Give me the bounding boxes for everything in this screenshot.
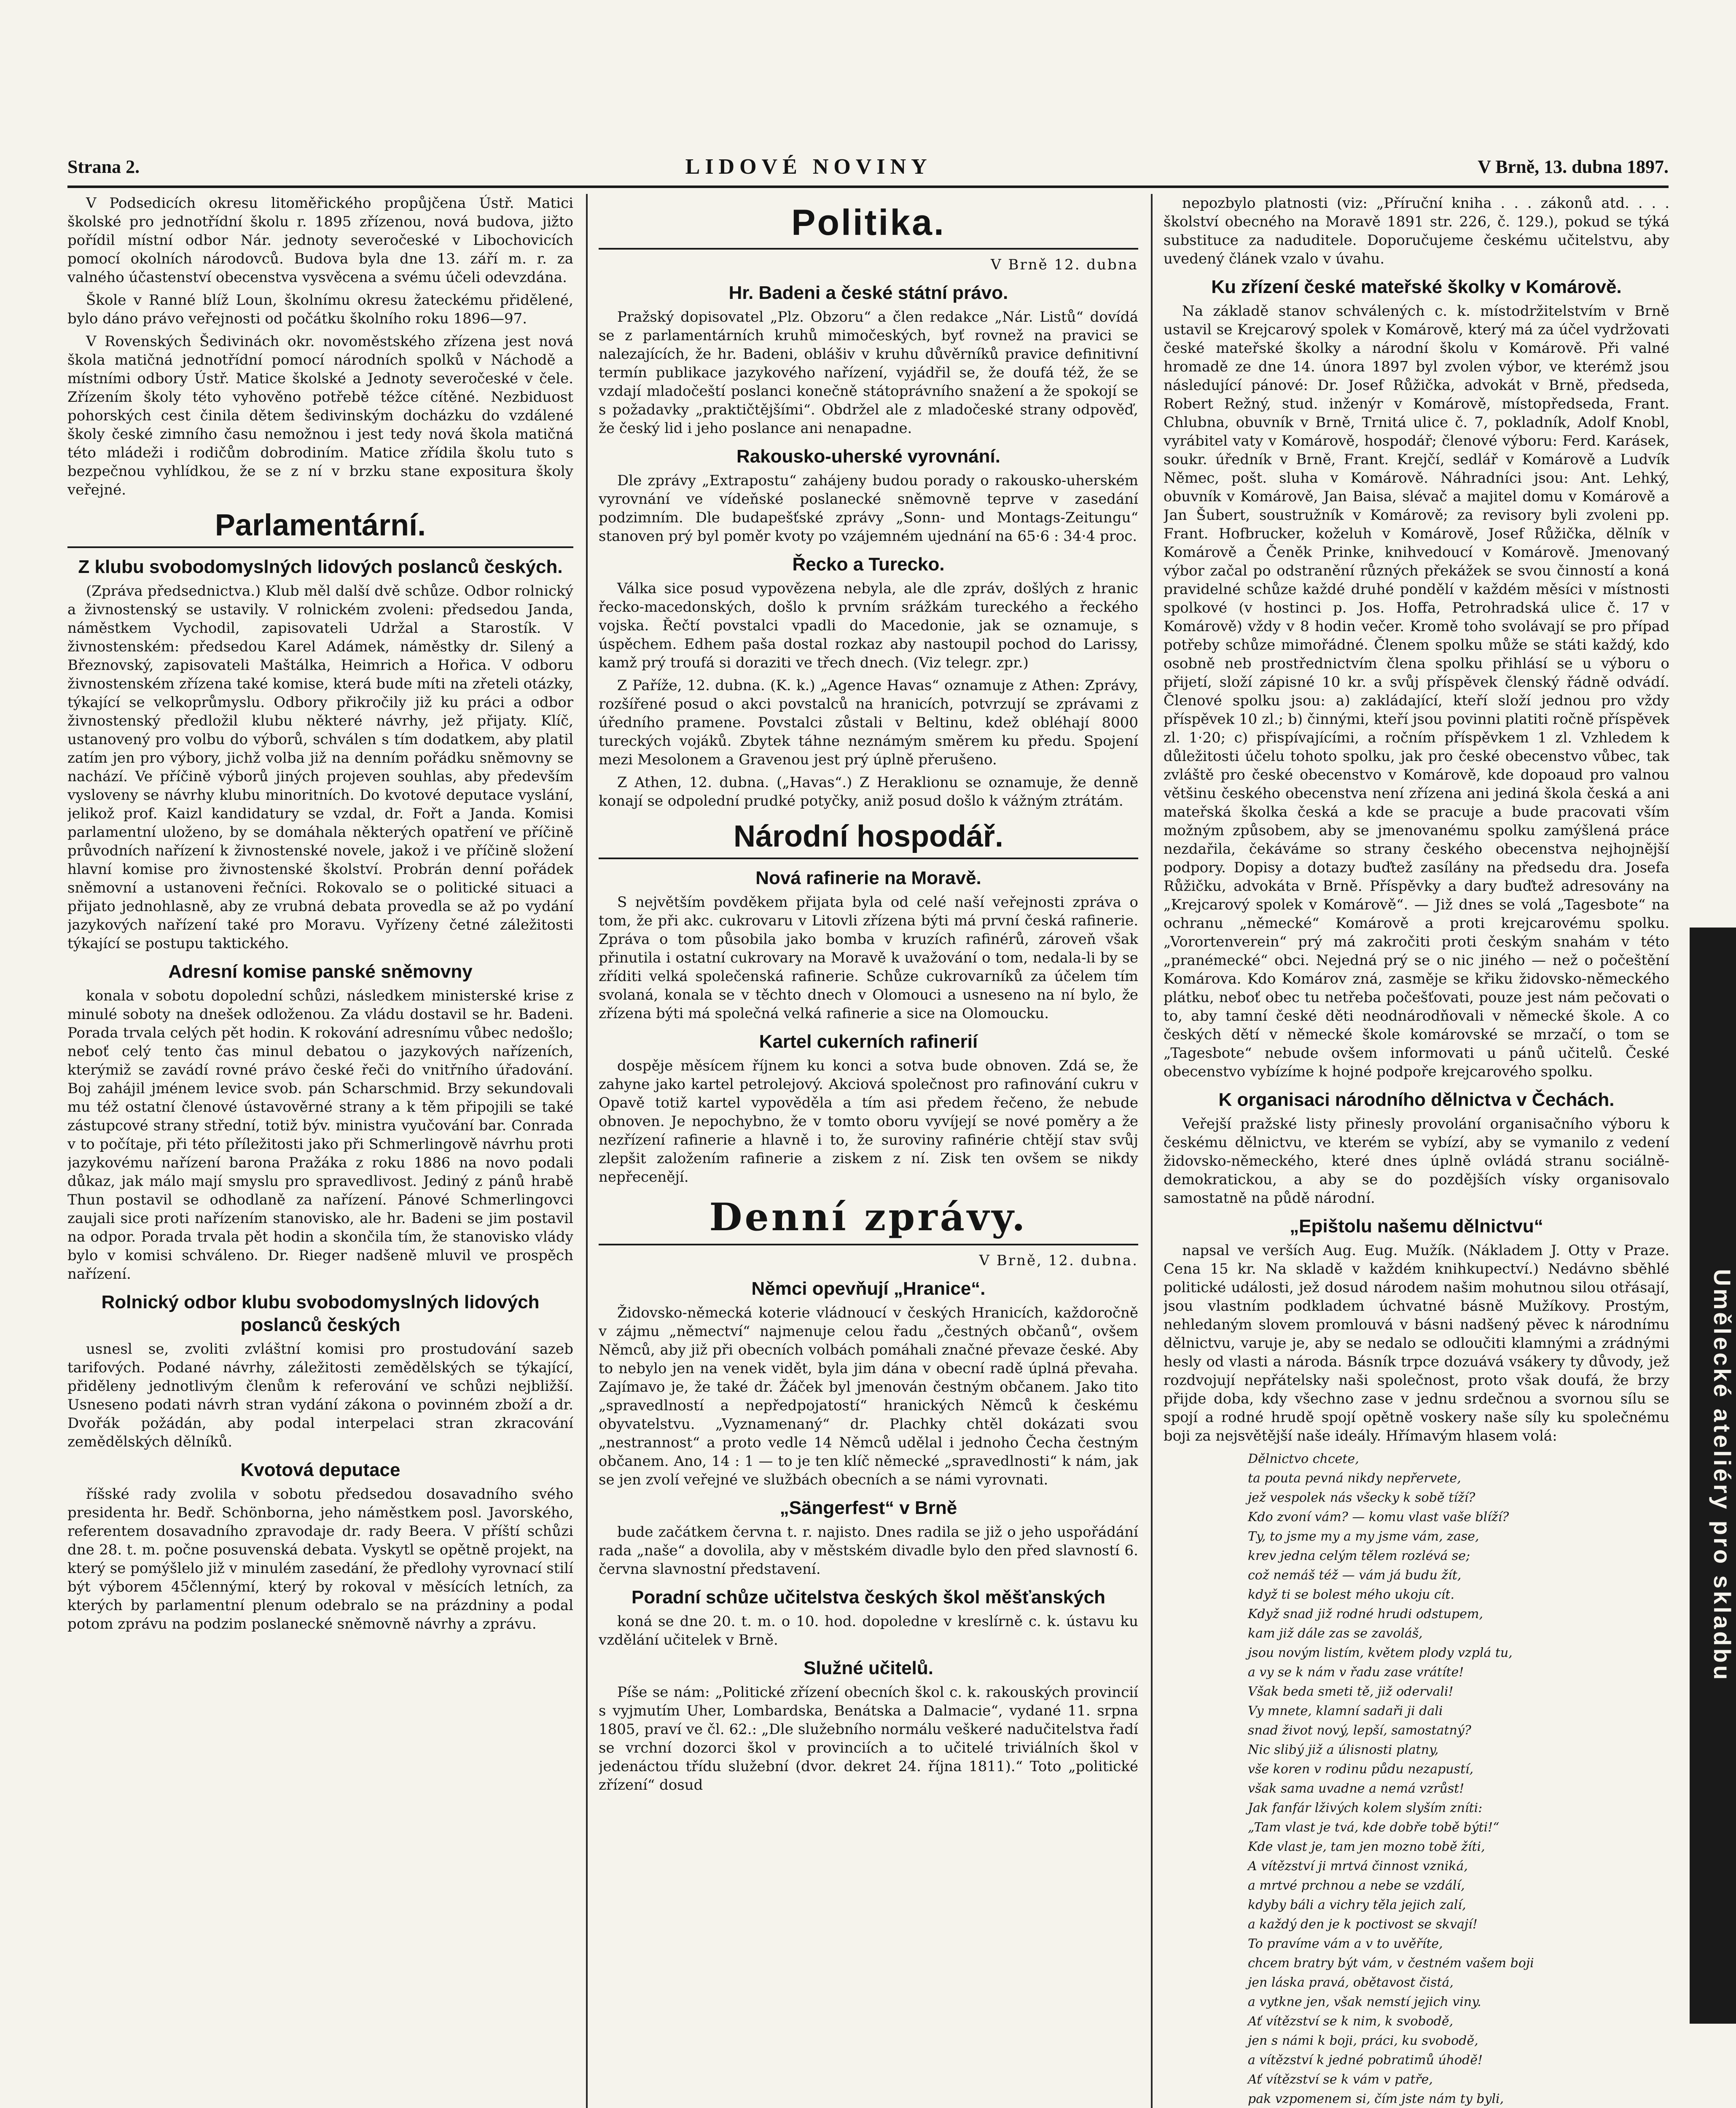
article-heading: Adresní komise panské sněmovny	[168, 961, 473, 982]
column-3	[1164, 194, 1669, 2108]
article-heading: Kvotová deputace	[240, 1460, 400, 1480]
poem-line: Vy mnete, klamní sadaři ji dali	[1248, 1704, 1443, 1718]
poem-line: krev jedna celým tělem rozlévá se;	[1248, 1549, 1470, 1563]
poem-line: jsou novým listím, květem plody vzplá tu,	[1248, 1646, 1513, 1660]
article-heading: Služné učitelů.	[803, 1658, 934, 1678]
article-paragraph: Veřejší pražské listy přinesly provolání organisačního výboru k českému dělnictvu, ve kterém se vybízí, aby se vymanilo z vedení židovsko-německého, které dnes úplně ovládá stranu sociálně-demokratickou, a aby se do pozdějších vísky organisovalo samostatně na půdě národní.	[1164, 1116, 1669, 1207]
article-paragraph: (Zpráva předsednictva.) Klub měl další dvě schůze. Odbor rolnický a živnostenský se ustavily. V rolnickém zvoleni: předsedou Janda, náměstkem Vychodil, zapisovateli Udržal a Starostík. V živnostenském: předsedou Karel Adámek, náměstky dr. Silený a Březnovský, zapisovateli Maštálka, Heimrich a Hořica. V odboru živnostenském zřízena také komise, která bude míti na zřeteli otázky, týkající se velkoprůmyslu. Odbory přikročily již ku práci a odbor živnostenský předložil klubu některé návrhy, jež přijaty. Klíč, ustanovený pro volbu do výborů, schválen s tím dodatkem, aby platil zatím jen pro výbory, jichž volba již na denním pořádku sněmovny se nachází. Ve příčině výborů jiných projeven souhlas, aby především vysloveny se návrhy klubu minoritních. Do kvotové deputace vyslání, jelikož prof. Kaizl kandidatury se vzdal, dr. Fořt a Janda. Komisi parlamentní uloženo, by se domáhala některých opatření ve příčině průvodních nařízení k živnostenské novele, jakož i ve příčině složení hlavní komise pro živnostenské školství. Probrán denní pořádek sněmovní a ustanoveni řečníci. Rokovalo se o politické situaci a přijato jednohlasně, aby ze vrubná debata provedla se až po vydání jazykových nařízení také pro Moravu. Vyřízeny četné záležitosti týkající se postupu taktického.	[67, 583, 573, 952]
article-heading: Hr. Badeni a české státní právo.	[728, 282, 1008, 303]
article-heading: Rolnický odbor klubu svobodomyslných lidových poslanců českých	[101, 1292, 540, 1335]
poem-line: snad život nový, lepší, samostatný?	[1248, 1723, 1471, 1738]
poem-line: a mrtvé prchnou a nebe se vzdálí,	[1248, 1878, 1465, 1893]
article-paragraph: Dle zprávy „Extrapostu“ zahájeny budou porady o rakousko-uherském vyrovnání ve vídeňské poslanecké sněmovně teprve v zasedání podzimním. Dle budapešťské zprávy „Sonn- und Montags-Zeitungu“ stanoven prý byl poměr kvoty po vzájemném ujednání na 65·6 : 34·4 proc.	[599, 472, 1138, 545]
article-paragraph: bude začátkem června t. r. najisto. Dnes radila se již o jeho uspořádání rada „naše“ a dovolila, aby v městském divadle bylo den před slavností 6. června slavnostní představení.	[599, 1524, 1138, 1578]
poem-line: Kdo zvoní vám? — komu vlast vaše blíží?	[1248, 1510, 1509, 1525]
column-1	[67, 194, 573, 2108]
page-header	[67, 148, 1669, 188]
article-paragraph: říšské rady zvolila v sobotu předsedou dosavadního svého presidenta hr. Bedř. Schönborna, jeho náměstkem posl. Javorského, referentem dosavadního zpravodaje dr. rady Beera. V příští schůzi dne 28. t. m. počne posuvenská debata. Vyskytl se opětně projekt, na který se pomýšlelo již v minulém zasedání, že předlohy vyrovnací stilí být výborem 45člennýmí, který by rokoval v měsících letních, za kterých by parlamentní plenum odebralo se na prázdniny a podal potom zprávu na podzim poslanecké sněmovně návrhy a zprávu.	[67, 1486, 573, 1632]
page-number: Strana 2.	[67, 156, 140, 177]
article-paragraph: nepozbylo platnosti (viz: „Příruční kniha . . . zákonů atd. . . . školství obecného na Moravě 1891 str. 226, č. 129.), pokud se týká substituce za naduditele. Doporučujeme českému učitelstvu, aby uvedený článek vzalo v úvahu.	[1164, 195, 1669, 267]
article-paragraph: usnesl se, zvoliti zvláštní komisi pro prostudování sazeb tarifových. Podané návrhy, záležitosti zemědělských se týkající, přiděleny jednotlivým členům k referování ve schůzi nejbližší. Usneseno podati návrh stran vydání zákona o povinném zboží a dr. Dvořák požádán, aby podal interpelaci stran zkracování zemědělských dělníků.	[67, 1341, 573, 1450]
poem-line: však sama uvadne a nemá vzrůst!	[1248, 1781, 1465, 1796]
poem-line: a vytkne jen, však nemstí jejich viny.	[1248, 1995, 1481, 2009]
poem-line: Ať vítězství se k vám v patře,	[1248, 2072, 1433, 2087]
section-heading-denni-zpravy: Denní zprávy.	[599, 1194, 1138, 1245]
section-heading-politika: Politika.	[599, 202, 1138, 250]
article-paragraph: koná se dne 20. t. m. o 10. hod. dopoledne v kreslírně c. k. ústavu ku vzdělání učitelek v Brně.	[599, 1613, 1138, 1648]
poem-line: jen láska pravá, obětavost čistá,	[1248, 1975, 1454, 1990]
poem-line: Ať vítězství se k nim, k svobodě,	[1248, 2014, 1454, 2029]
article-heading: Kartel cukerních rafinerií	[759, 1031, 978, 1052]
article-paragraph: Pražský dopisovatel „Plz. Obzoru“ a člen redakce „Nár. Listů“ dovídá se z parlamentárních kruhů mimočeských, byť rovnež na pravici se nalezajících, že hr. Badeni, oblášiv v kruhu důvěrníků pravice definitivní termín publikace jazykového nařízení, vyjádřil se, že doufá též, že se vzdají mladočeští poslanci konečně státoprávního snažení a že spokojí se s požadavky „praktičtějšími“. Obdržel ale z mladočeské strany odpověď, že český lid i jeho poslance ani nenapadne.	[599, 309, 1138, 437]
poem-line: Když snad již rodné hrudi odstupem,	[1248, 1607, 1483, 1621]
column-divider	[1151, 194, 1153, 2108]
poem-line: a vy se k nám v řadu zase vrátíte!	[1248, 1665, 1464, 1680]
poem-line: pak vzpomenem si, čím jste nám ty byli,	[1248, 2092, 1504, 2106]
article-paragraph: Na základě stanov schválených c. k. místodržitelstvím v Brně ustavil se Krejcarový spolek v Komárově, který má za účel vydržovati české mateřské školky a národní školu v Komárově. Při valné hromadě ze dne 14. února 1897 byl zvolen výbor, ve kterémž jsou následující pánové: Dr. Josef Růžička, advokát v Brně, předseda, Robert Režný, stud. inženýr v Komárově, místopředseda, Frant. Chlubna, obuvník v Brně, Trnitá ulice č. 7, pokladník, Adolf Knobl, vyrábitel vaty v Komárově, hospodář; členové výboru: Ferd. Karásek, soukr. úředník v Brně, Frant. Krejčí, sedlář v Komárově a Ludvík Němec, pošt. sluha v Komárově. Náhradníci jsou: Ant. Lehký, obuvník v Komárově, Jan Baisa, slévač a majitel domu v Komárově a Jan Šubert, soustružník v Komárově; za revisory byli zvoleni pp. Frant. Hofbrucker, koželuh v Komárově, Josef Růžička, dělník v Komárově a Čeněk Prinke, knihvedoucí v Komárově. Jmenovaný výbor začal po odstranění různých překážek se svou činností a koná pravidelné schůze každé druhé pondělí v každém měsíci v místnosti spolkové (v hostinci p. Jos. Hoffa, Petrohradská ulice č. 17 v Komárově) vždy v 8 hodin večer. Kromě toho svolávají se pro případ potřeby schůze mimořádné. Členem spolku může se státi každý, kdo osobně neb prostřednictvím člena spolku přihlásí se u výboru o přijetí, složí zápisné 10 kr. a svůj příspěvek členský řádně odvádí. Členové spolku jsou: a) zakládající, kteří složí jednou pro vždy příspěvek 10 zl.; b) činnými, kteří jsou povinni platiti ročně příspěvek zl. 1·20; c) přispívajícími, a ročním příspěvkem 1 zl. Vzhledem k důležitosti účelu tohoto spolku, jak pro české obecenstvo vůbec, tak zvláště pro české obecenstvo v Komárově, kde dopoaud pro valnou většinu českého obecenstva není zřízena ani jediná škola česká a ani mateřská školka česká a kde se pracuje a bude pracovati vším možným způsobem, aby se jmenovanému spolku zamýšlená práce nezdařila, čekáváme so strany českého obecenstva nejhojnější podpory. Dopisy a dotazy buďtež zasílány na předsedu dra. Josefa Růžičku, advokáta v Brně. Příspěvky a dary buďtež adresovány na „Krejcarový spolek v Komárově“. — Již dnes se volá „Tagesbote“ na ochranu „německé“ Komárově a proti krejcarovému spolku. „Vorortenverein“ prý má zakročiti proti českým snahám v této „pranémecké“ obci. Nejedná prý se o nic jiného — než o počeštění Komárova. Kdo Komárov zná, zasměje se křiku židovsko-německého plátku, neboť obec tu netřeba počešťovati, pouze jest nám pečovati o to, aby tamní české děti neodnárodňovali v německé škole. A co českých dětí v německé škole komárovské se mrzačí, o tom se „Tagesbote“ nebude ovšem informovati u pánů učitelů. České obecenstvo vybízíme k hojné podpoře krejcarového spolku.	[1164, 303, 1669, 1080]
article-paragraph: napsal ve verších Aug. Eug. Mužík. (Nákladem J. Otty v Praze. Cena 15 kr. Na skladě v každém knihkupectví.) Nedávno sběhlé politické události, jež dosud národem našim mohutnou silou otřásají, jsou vlastním podkladem úchvatné básně Mužíkovy. Prostým, nehledaným slovem promlouvá v básni nadšený pěvec k národnímu dělnictvu, varuje je, aby se nedalo se odloučiti klamnými a zrádnými hesly od vlasti a národa. Básník trpce dozuává vsákery ty důvody, jež rozdvojují nepřátelsky naši společnost, proto však doufá, že brzy přijde doba, kdy všechno zase v jednu srdečnou a svornou sílu se spojí a rodné hrudě spojí opětně voskery naše síly ku společnému boji za nejsvětější naše ideály. Hřímavým hlasem volá:	[1164, 1242, 1669, 1444]
poem-line: chcem bratry být vám, v čestném vašem boji	[1248, 1956, 1534, 1971]
poem-line: což nemáš též — vám já budu žít,	[1248, 1568, 1462, 1583]
poem-line: ta pouta pevná nikdy nepřervete,	[1248, 1471, 1461, 1486]
poem-line: „Tam vlast je tvá, kde dobře tobě býti!“	[1248, 1820, 1500, 1835]
poem-line: jen s námi k boji, práci, ku svobodě,	[1248, 2033, 1478, 2048]
section-heading-parlamentarni: Parlamentární.	[67, 507, 573, 548]
article-paragraph: Z Paříže, 12. dubna. (K. k.) „Agence Havas“ oznamuje z Athen: Zprávy, rozšířené posud o akci povstalců na hranicích, potvrzují se zprávami z úředního pramene. Povstalci zůstali v Beltinu, kdež obléhají 8000 tureckých vojáků. Zbytek táhne neznámým směrem ku předu. Spojení mezi Mesolonem a Gravenou jest prý úplně přerušeno.	[599, 677, 1138, 768]
poem-line: vše koren v rodinu půdu nezapustí,	[1248, 1762, 1474, 1777]
poem-line: Nic slibý již a úlisnosti platny,	[1248, 1742, 1439, 1757]
poem-line: Ty, to jsme my a my jsme vám, zase,	[1248, 1529, 1479, 1544]
article-heading: K organisaci národního dělnictva v Čechách.	[1218, 1089, 1615, 1110]
article-paragraph: V Rovenských Šedivinách okr. novoměstského zřízena jest nová škola matičná jednotřídní pomocí národních spolků v Náchodě a místními odbory Ústř. Matice školské a Jednoty severočeské v čele. Zřízením školy této vyhověno potřebě téžce cítěné. Nezbiduost pohorských cest činila dětem šedivinským docházku do vzdálené školy české zimního času nemožnou i jest tedy nová škola matičná této mládeži i rodičům dobrodiním. Matice zřídila školu tuto s bezpečnou vyhlídkou, že se z ní v brzku stane expositura školy veřejné.	[67, 333, 573, 498]
newspaper-name: LIDOVÉ NOVINY	[685, 154, 932, 179]
issue-date: V Brně, 13. dubna 1897.	[1478, 156, 1669, 177]
dateline: V Brně, 12. dubna.	[979, 1252, 1138, 1269]
poem-line: když ti se bolest mého ukoju cít.	[1248, 1587, 1454, 1602]
article-paragraph: Z Athen, 12. dubna. („Havas“.) Z Heraklionu se oznamuje, že denně konají se odpolední prudké potyčky, aniž posud došlo k vážným ztrátám.	[599, 774, 1138, 809]
dateline: V Brně 12. dubna	[991, 256, 1138, 273]
poem-line: a každý den je k poctivost se skvají!	[1248, 1917, 1478, 1932]
article-paragraph: Píše se nám: „Politické zřízení obecních škol c. k. rakouských provincií s vyjmutím Uher, Lombardska, Benátska a Dalmacie“, vydané 11. srpna 1805, praví ve čl. 62.: „Dle služebního normálu veškeré nadučitelstva řadí se vrchní dozorci škol v provinciích a to učitelé triviálních škol v jedenáctou třídu služební (dvor. dekret 24. října 1811).“ Toto „politické zřízení“ dosud	[599, 1684, 1138, 1793]
article-heading: Rakousko-uherské vyrovnání.	[736, 446, 1000, 467]
article-paragraph: S největším povděkem přijata byla od celé naší veřejnosti zpráva o tom, že při akc. cukrovaru v Litovli zřízena býti má první česká rafinerie. Zpráva o tom působila jako bomba v kruzích rafinérů, zároveň však přinutila i ostatní cukrovary na Moravě k uvažování o tom, nedala-li by se zříditi velká společenská rafinerie. Schůze cukrovarníků za účelem tím svolaná, konala se v těchto dnech v Olomouci a usneseno na ní bylo, že zřízena býti má společná velká rafinerie a sice na Olomoucku.	[599, 894, 1138, 1022]
poem	[1248, 1449, 1669, 2108]
article-heading: „Sängerfest“ v Brně	[779, 1498, 957, 1518]
poem-line: To pravíme vám a v to uvěříte,	[1248, 1936, 1443, 1951]
column-divider	[586, 194, 588, 2108]
poem-line: A vítězství ji mrtvá činnost vzniká,	[1248, 1859, 1468, 1874]
margin-strip-label: Umělecké ateliéry pro skladbu	[1690, 928, 1736, 2024]
article-heading: Řecko a Turecko.	[792, 554, 945, 575]
poem-line: kdyby báli a vichry těla jejich zalí,	[1248, 1898, 1466, 1912]
poem-line: jež vespolek nás všecky k sobě tíží?	[1248, 1490, 1475, 1505]
article-paragraph: Židovsko-německá koterie vládnoucí v českých Hranicích, každoročně v zájmu „němectví“ najmenuje celou řadu „čestných občanů“, ovšem Němců, aby již při obecních volbách pomáhali značné převaze české. Aby to nebylo jen na venek vidět, byla jim dána v obecní radě úplná převaha. Zajímavo je, že také dr. Žáček byl jmenován čestným občanem. Jako tito „spravedlností a nepředpojatostí“ hranických Němců k českému obyvatelstvu. „Vyznamenaný“ dr. Plachky chtěl dokázati svou „nestrannost“ a proto vedle 14 Němců udělal i jednoho Čecha čestným občanem. Ano, 14 : 1 — to je ten klíč německé „spravedlnosti“ k nám, jak se jen zvolí veřejné ve službách obecních a se námi vyrovnati.	[599, 1304, 1138, 1488]
article-paragraph: Škole v Ranné blíž Loun, školnímu okresu žateckému přidělené, bylo dáno právo veřejnosti od počátku školního roku 1896—97.	[67, 292, 573, 327]
poem-line: Jak fanfár lživých kolem slyším zníti:	[1248, 1801, 1483, 1815]
article-paragraph: Válka sice posud vypovězena nebyla, ale dle zpráv, došlých z hranic řecko-macedonských, došlo k prvním srážkám tureckého a řeckého vojska. Řečtí povstalci vpadli do Macedonie, jak se oznamuje, s úspěchem. Edhem paša dostal rozkaz aby nastoupil pochod do Larissy, kamž prý troufá si doraziti ve třech dnech. (Viz telegr. zpr.)	[599, 580, 1138, 671]
poem-line: Kde vlast je, tam jen mozno tobě žíti,	[1248, 1839, 1485, 1854]
poem-line: Dělnictvo chcete,	[1248, 1452, 1359, 1466]
article-paragraph: konala v sobotu dopolední schůzi, následkem ministerské krise z minulé soboty na dnešek odloženou. Za vládu dostavil se hr. Badeni. Porada trvala celých pět hodin. K rokování adresnímu vůbec nedošlo; neboť celý tento čas minul debatou o jazykových nařízeních, kterýmiž se zavádí rovné právo české řeči do vnitřního úřadování. Boj zahájil jménem levice svob. pán Scharschmid. Brzy sekundovali mu též ostatní členové ústavověrné strany a k těm připojili se také zástupcové strany střední, totiž býv. ministra vyučování bar. Conrada v to počítaje, při této příležitosti jako při Schmerlingově návrhu proti jazykovému nařízení barona Pražáka z roku 1886 na novo podali důkaz, jak málo mají smyslu pro spravedlivost. Jediný z pánů hrabě Thun postavil se odhodlaně za nařízení. Pánové Schmerlingovci zaujali sice proti nařízením stanovisko, ale hr. Badeni se jim postavil na odpor. Porada trvala pět hodin a skončila tím, že stanovisko vlády bylo v komisi schváleno. Dr. Rieger nadšeně mluvil ve prospěch nařízení.	[67, 987, 573, 1283]
column-2	[599, 194, 1138, 2108]
article-paragraph: V Podsedicích okresu litoměřického propůjčena Ústř. Matici školské pro jednotřídní školu r. 1895 zřízenou, nová budova, jižto pořídil místní odbor Nár. jednoty severočeské v Libochovicích pomocí okolních národovců. Budova byla dne 13. září m. r. za valného účastenství obecenstva vysvěcena a svému účeli odevzdána.	[67, 195, 573, 286]
poem-line: Však beda smeti tě, již odervali!	[1248, 1684, 1454, 1699]
article-heading: Nová rafinerie na Moravě.	[755, 868, 981, 888]
poem-line: kam již dále zas se zavoláš,	[1248, 1626, 1423, 1641]
article-paragraph: dospěje měsícem říjnem ku konci a sotva bude obnoven. Zdá se, že zahyne jako kartel petrolejový. Akciová společnost pro rafinování cukru v Opavě totiž kartel vypověděla a tím asi předem řečeno, že nebude obnoven. Je nepochybno, že v tomto oboru vyvíjejí se nové poměry a že nezřízení rafinerie a hlavně i to, že suroviny rafinérie chtějí stav svůj zlepšit založením rafinerie a ziskem z ní. Zisk ten ovšem se nikdy nepřecenějí.	[599, 1057, 1138, 1186]
article-heading: „Epištolu našemu dělnictvu“	[1290, 1216, 1543, 1237]
article-heading: Poradní schůze učitelstva českých škol měšťanských	[631, 1587, 1106, 1608]
section-heading-narodni-hospodar: Národní hospodář.	[599, 818, 1138, 859]
article-heading: Ku zřízení české mateřské školky v Komárově.	[1211, 277, 1622, 297]
article-heading: Němci opevňují „Hranice“.	[751, 1278, 986, 1299]
poem-line: a vítězství k jedné pobratimů úhodě!	[1248, 2053, 1483, 2068]
article-heading: Z klubu svobodomyslných lidových poslanců českých.	[78, 557, 563, 577]
